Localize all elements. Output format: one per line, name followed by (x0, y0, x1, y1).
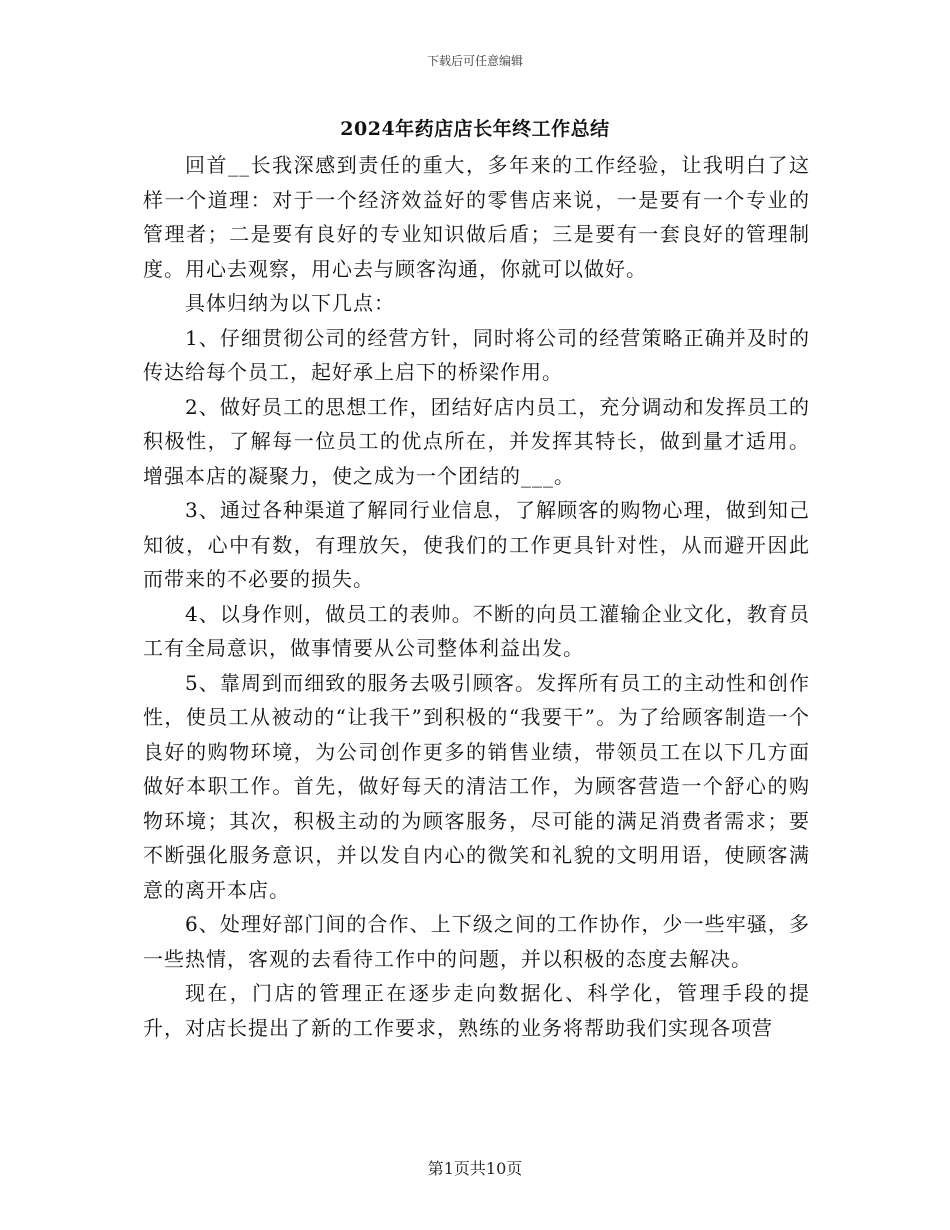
paragraph-point-5: 5、靠周到而细致的服务去吸引顾客。发挥所有员工的主动性和创作性，使员工从被动的“让我干”到积极的“我要干”。为了给顾客制造一个良好的购物环境，为公司创作更多的销售业绩，带领员工在以下几方面做好本职工作。首先，做好每天的清洁工作，为顾客营造一个舒心的购物环境；其次，积极主动的为顾客服务，尽可能的满足消费者需求；要不断强化服务意识，并以发自内心的微笑和礼貌的文明用语，使顾客满意的离开本店。 (143, 670, 810, 902)
paragraph-point-3: 3、通过各种渠道了解同行业信息，了解顾客的购物心理，做到知己知彼，心中有数，有理放矢，使我们的工作更具针对性，从而避开因此而带来的不必要的损失。 (143, 498, 810, 591)
paragraph-summary-lead: 具体归纳为以下几点： (185, 291, 395, 315)
paragraph-closing: 现在，门店的管理正在逐步走向数据化、科学化，管理手段的提升，对店长提出了新的工作要求，熟练的业务将帮助我们实现各项营 (143, 981, 810, 1040)
paragraph-intro: 回首__长我深感到责任的重大，多年来的工作经验，让我明白了这样一个道理：对于一个经济效益好的零售店来说，一是要有一个专业的管理者；二是要有良好的专业知识做后盾；三是要有一套良好的管理制度。用心去观察，用心去与顾客沟通，你就可以做好。 (143, 153, 810, 281)
paragraph-point-4: 4、以身作则，做员工的表帅。不断的向员工灌输企业文化，教育员工有全局意识，做事情要从公司整体利益出发。 (143, 601, 810, 660)
page-header-note: 下载后可任意编辑 (426, 54, 523, 68)
paragraph-point-1: 1、仔细贯彻公司的经营方针，同时将公司的经营策略正确并及时的传达给每个员工，起好承上启下的桥梁作用。 (143, 325, 810, 384)
page-number-footer: 第1页共10页 (427, 1159, 523, 1178)
paragraph-point-6: 6、处理好部门间的合作、上下级之间的工作协作，少一些牢骚，多一些热情，客观的去看待工作中的问题，并以积极的态度去解决。 (143, 912, 810, 971)
document-body (143, 148, 810, 1045)
paragraph-point-2: 2、做好员工的思想工作，团结好店内员工，充分调动和发挥员工的积极性，了解每一位员工的优点所在，并发挥其特长，做到量才适用。增强本店的凝聚力，使之成为一个团结的___。 (143, 394, 810, 488)
document-title: 2024年药店店长年终工作总结 (340, 118, 610, 140)
